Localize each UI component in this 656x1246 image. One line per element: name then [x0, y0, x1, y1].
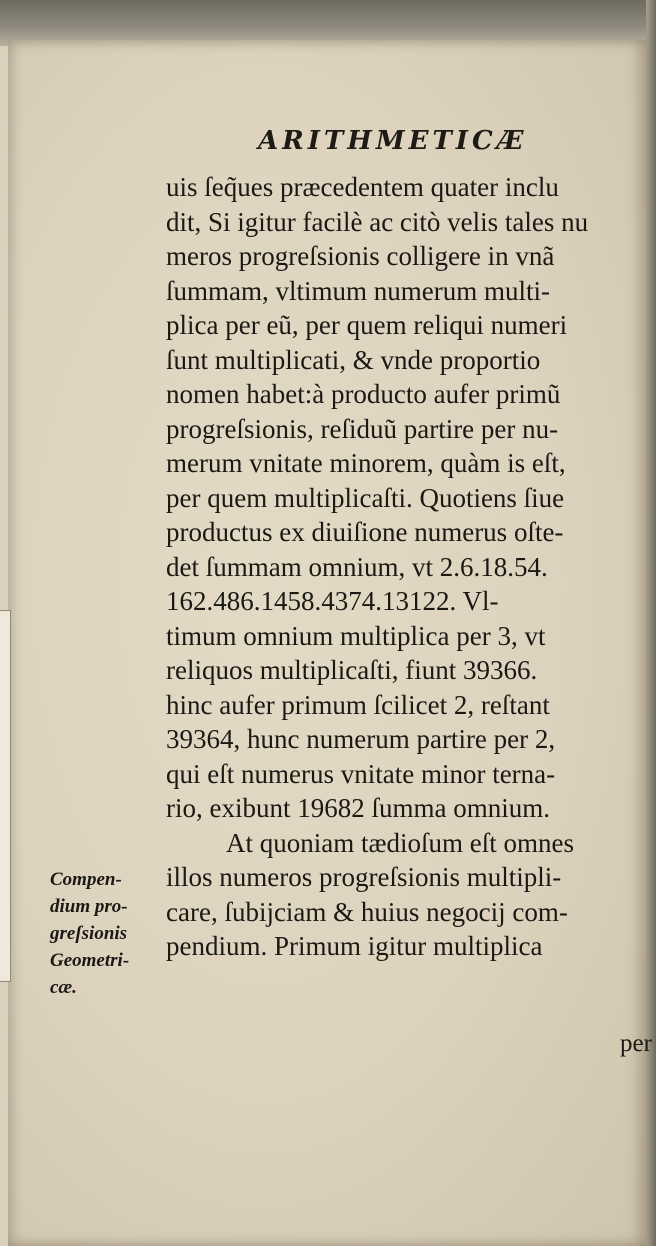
marginal-note-line: Compen-: [50, 869, 122, 890]
marginal-note-line: greſsionis: [50, 923, 128, 944]
marginal-note-line: dium pro-: [50, 896, 128, 917]
text-line: reliquos multiplicaſti, fiunt 39366.: [166, 655, 538, 685]
running-head: ARITHMETICÆ: [258, 126, 528, 156]
text-line: At quoniam tædioſum eſt omnes: [226, 827, 574, 858]
text-line: merum vnitate minorem, quàm is eſt,: [166, 448, 566, 478]
text-line: progreſsionis, reſiduũ partire per nu-: [166, 413, 559, 444]
text-line: hinc aufer primum ſcilicet 2, reſtant: [166, 689, 550, 720]
text-line: care, ſubijciam & huius negocij com-: [166, 896, 568, 927]
text-line: meros progreſsionis colligere in vnã: [166, 241, 555, 271]
text-line: timum omnium multiplica per 3, vt: [166, 620, 546, 651]
text-line: ſunt multiplicati, & vnde proportio: [166, 344, 541, 375]
catchword: per: [620, 1030, 652, 1057]
text-line: 39364, hunc numerum partire per 2,: [166, 724, 556, 754]
text-line: qui eſt numerus vnitate minor terna-: [166, 758, 556, 789]
body-text: [166, 170, 654, 964]
text-line: dit, Si igitur facilè ac citò velis tales nu: [166, 206, 589, 237]
text-line: det ſummam omnium, vt 2.6.18.54.: [166, 551, 548, 582]
text-line: nomen habet:à producto aufer primũ: [166, 379, 561, 409]
text-line: illos numeros progreſsionis multipli-: [166, 862, 562, 892]
text-line: 162.486.1458.4374.13122. Vl-: [166, 586, 499, 616]
text-line: productus ex diuiſione numerus oſte-: [166, 517, 564, 547]
marginal-note: [50, 866, 170, 1001]
marginal-note-line: cæ.: [50, 977, 77, 998]
text-line: per quem multiplicaſti. Quotiens ſiue: [166, 482, 565, 513]
text-line: pendium. Primum igitur multiplica: [166, 931, 543, 961]
left-page-edge: [0, 610, 11, 982]
text-line: plica per eũ, per quem reliqui numeri: [166, 310, 568, 340]
text-line: rio, exibunt 19682 ſumma omnium.: [166, 793, 550, 823]
marginal-note-line: Geometri-: [50, 950, 130, 971]
text-line: uis ſeq̃ues præcedentem quater inclu: [166, 172, 559, 202]
text-line: ſummam, vltimum numerum multi-: [166, 275, 550, 306]
